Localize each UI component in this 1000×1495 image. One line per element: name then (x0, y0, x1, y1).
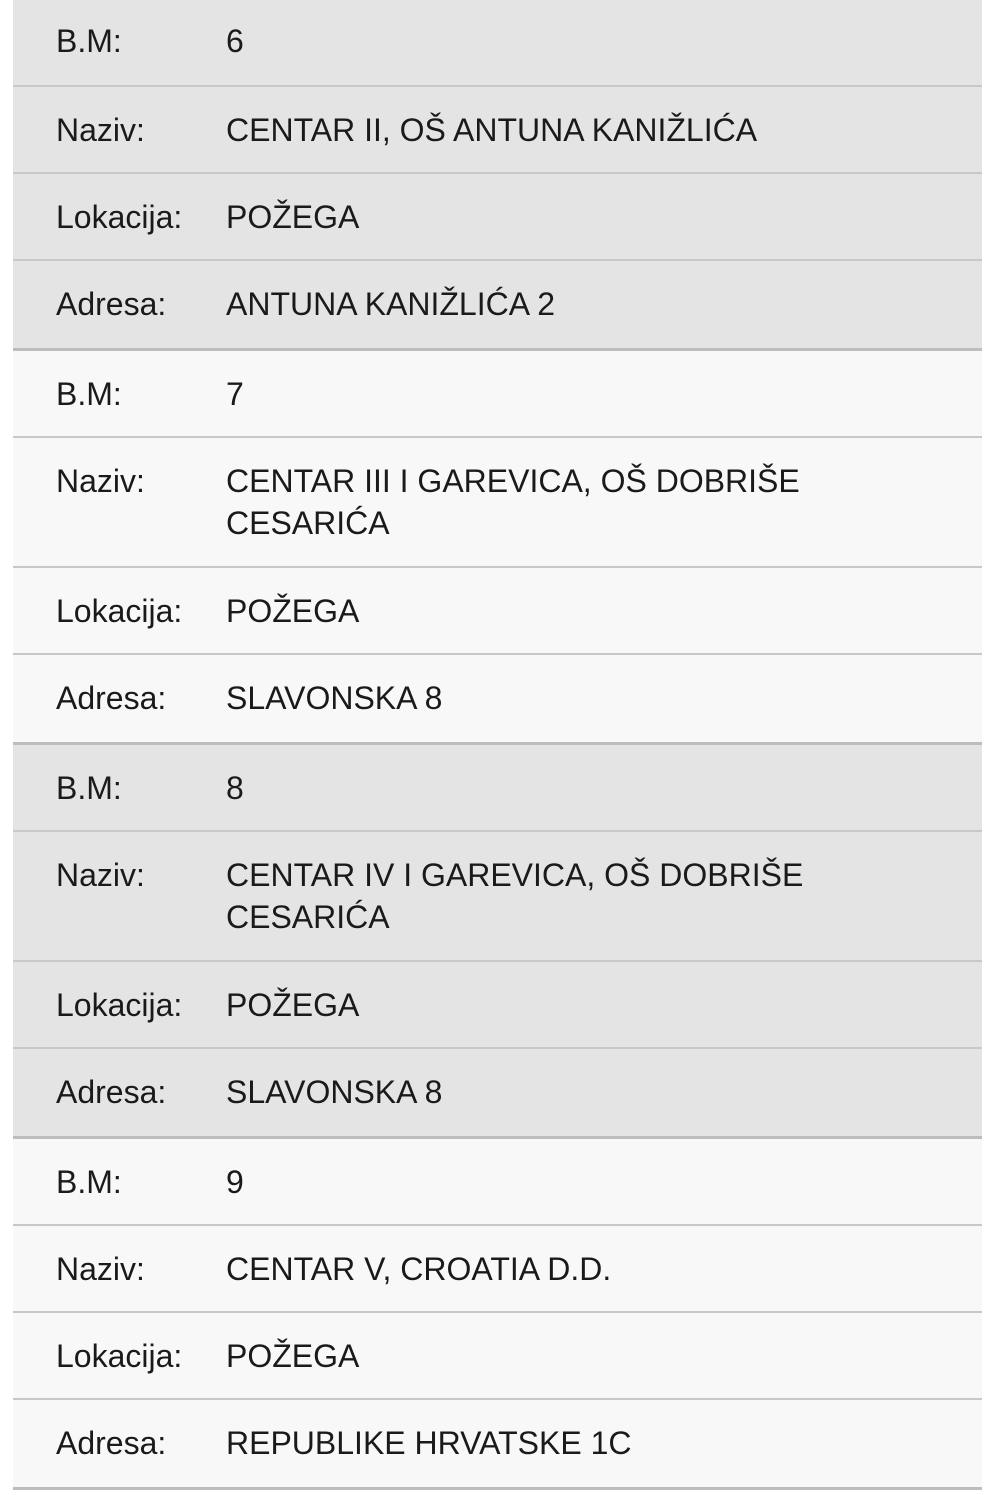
polling-station-record (13, 0, 982, 351)
lokacija-label: Lokacija: (56, 987, 183, 1023)
bm-value: 9 (226, 1164, 244, 1200)
lokacija-label: Lokacija: (56, 593, 183, 629)
polling-station-record (13, 745, 982, 1139)
adresa-row (13, 261, 982, 348)
lokacija-label: Lokacija: (56, 199, 183, 235)
bm-row (13, 1139, 982, 1226)
naziv-row (13, 438, 982, 568)
naziv-label: Naziv: (56, 1251, 145, 1287)
lokacija-row (13, 174, 982, 261)
bm-value: 8 (226, 770, 244, 806)
adresa-row (13, 1049, 982, 1136)
adresa-label: Adresa: (56, 1074, 167, 1110)
naziv-row (13, 1226, 982, 1313)
naziv-value: CENTAR V, CROATIA D.D. (226, 1251, 612, 1287)
polling-station-record (13, 351, 982, 745)
bm-value: 7 (226, 376, 244, 412)
naziv-label: Naziv: (56, 463, 145, 499)
lokacija-row (13, 962, 982, 1049)
adresa-value: SLAVONSKA 8 (226, 680, 443, 716)
adresa-value: ANTUNA KANIŽLIĆA 2 (226, 286, 555, 322)
polling-station-record (13, 1139, 982, 1490)
lokacija-row (13, 568, 982, 655)
bm-row (13, 0, 982, 87)
adresa-value: REPUBLIKE HRVATSKE 1C (226, 1425, 632, 1461)
lokacija-value: POŽEGA (226, 593, 360, 629)
naziv-value: CENTAR II, OŠ ANTUNA KANIŽLIĆA (226, 112, 758, 148)
adresa-value: SLAVONSKA 8 (226, 1074, 443, 1110)
lokacija-label: Lokacija: (56, 1338, 183, 1374)
bm-label: B.M: (56, 376, 122, 412)
lokacija-value: POŽEGA (226, 1338, 360, 1374)
lokacija-value: POŽEGA (226, 987, 360, 1023)
adresa-row (13, 655, 982, 742)
adresa-label: Adresa: (56, 286, 167, 322)
lokacija-row (13, 1313, 982, 1400)
naziv-row (13, 87, 982, 174)
bm-label: B.M: (56, 23, 122, 59)
adresa-label: Adresa: (56, 1425, 167, 1461)
polling-station-list (13, 0, 982, 1490)
naziv-value: CENTAR III I GAREVICA, OŠ DOBRIŠE CESARIĆA (226, 463, 800, 541)
bm-row (13, 351, 982, 438)
lokacija-value: POŽEGA (226, 199, 360, 235)
naziv-label: Naziv: (56, 112, 145, 148)
bm-label: B.M: (56, 770, 122, 806)
bm-value: 6 (226, 23, 244, 59)
bm-row (13, 745, 982, 832)
naziv-label: Naziv: (56, 857, 145, 893)
naziv-row (13, 832, 982, 962)
adresa-row (13, 1400, 982, 1487)
naziv-value: CENTAR IV I GAREVICA, OŠ DOBRIŠE CESARIĆA (226, 857, 804, 935)
bm-label: B.M: (56, 1164, 122, 1200)
adresa-label: Adresa: (56, 680, 167, 716)
